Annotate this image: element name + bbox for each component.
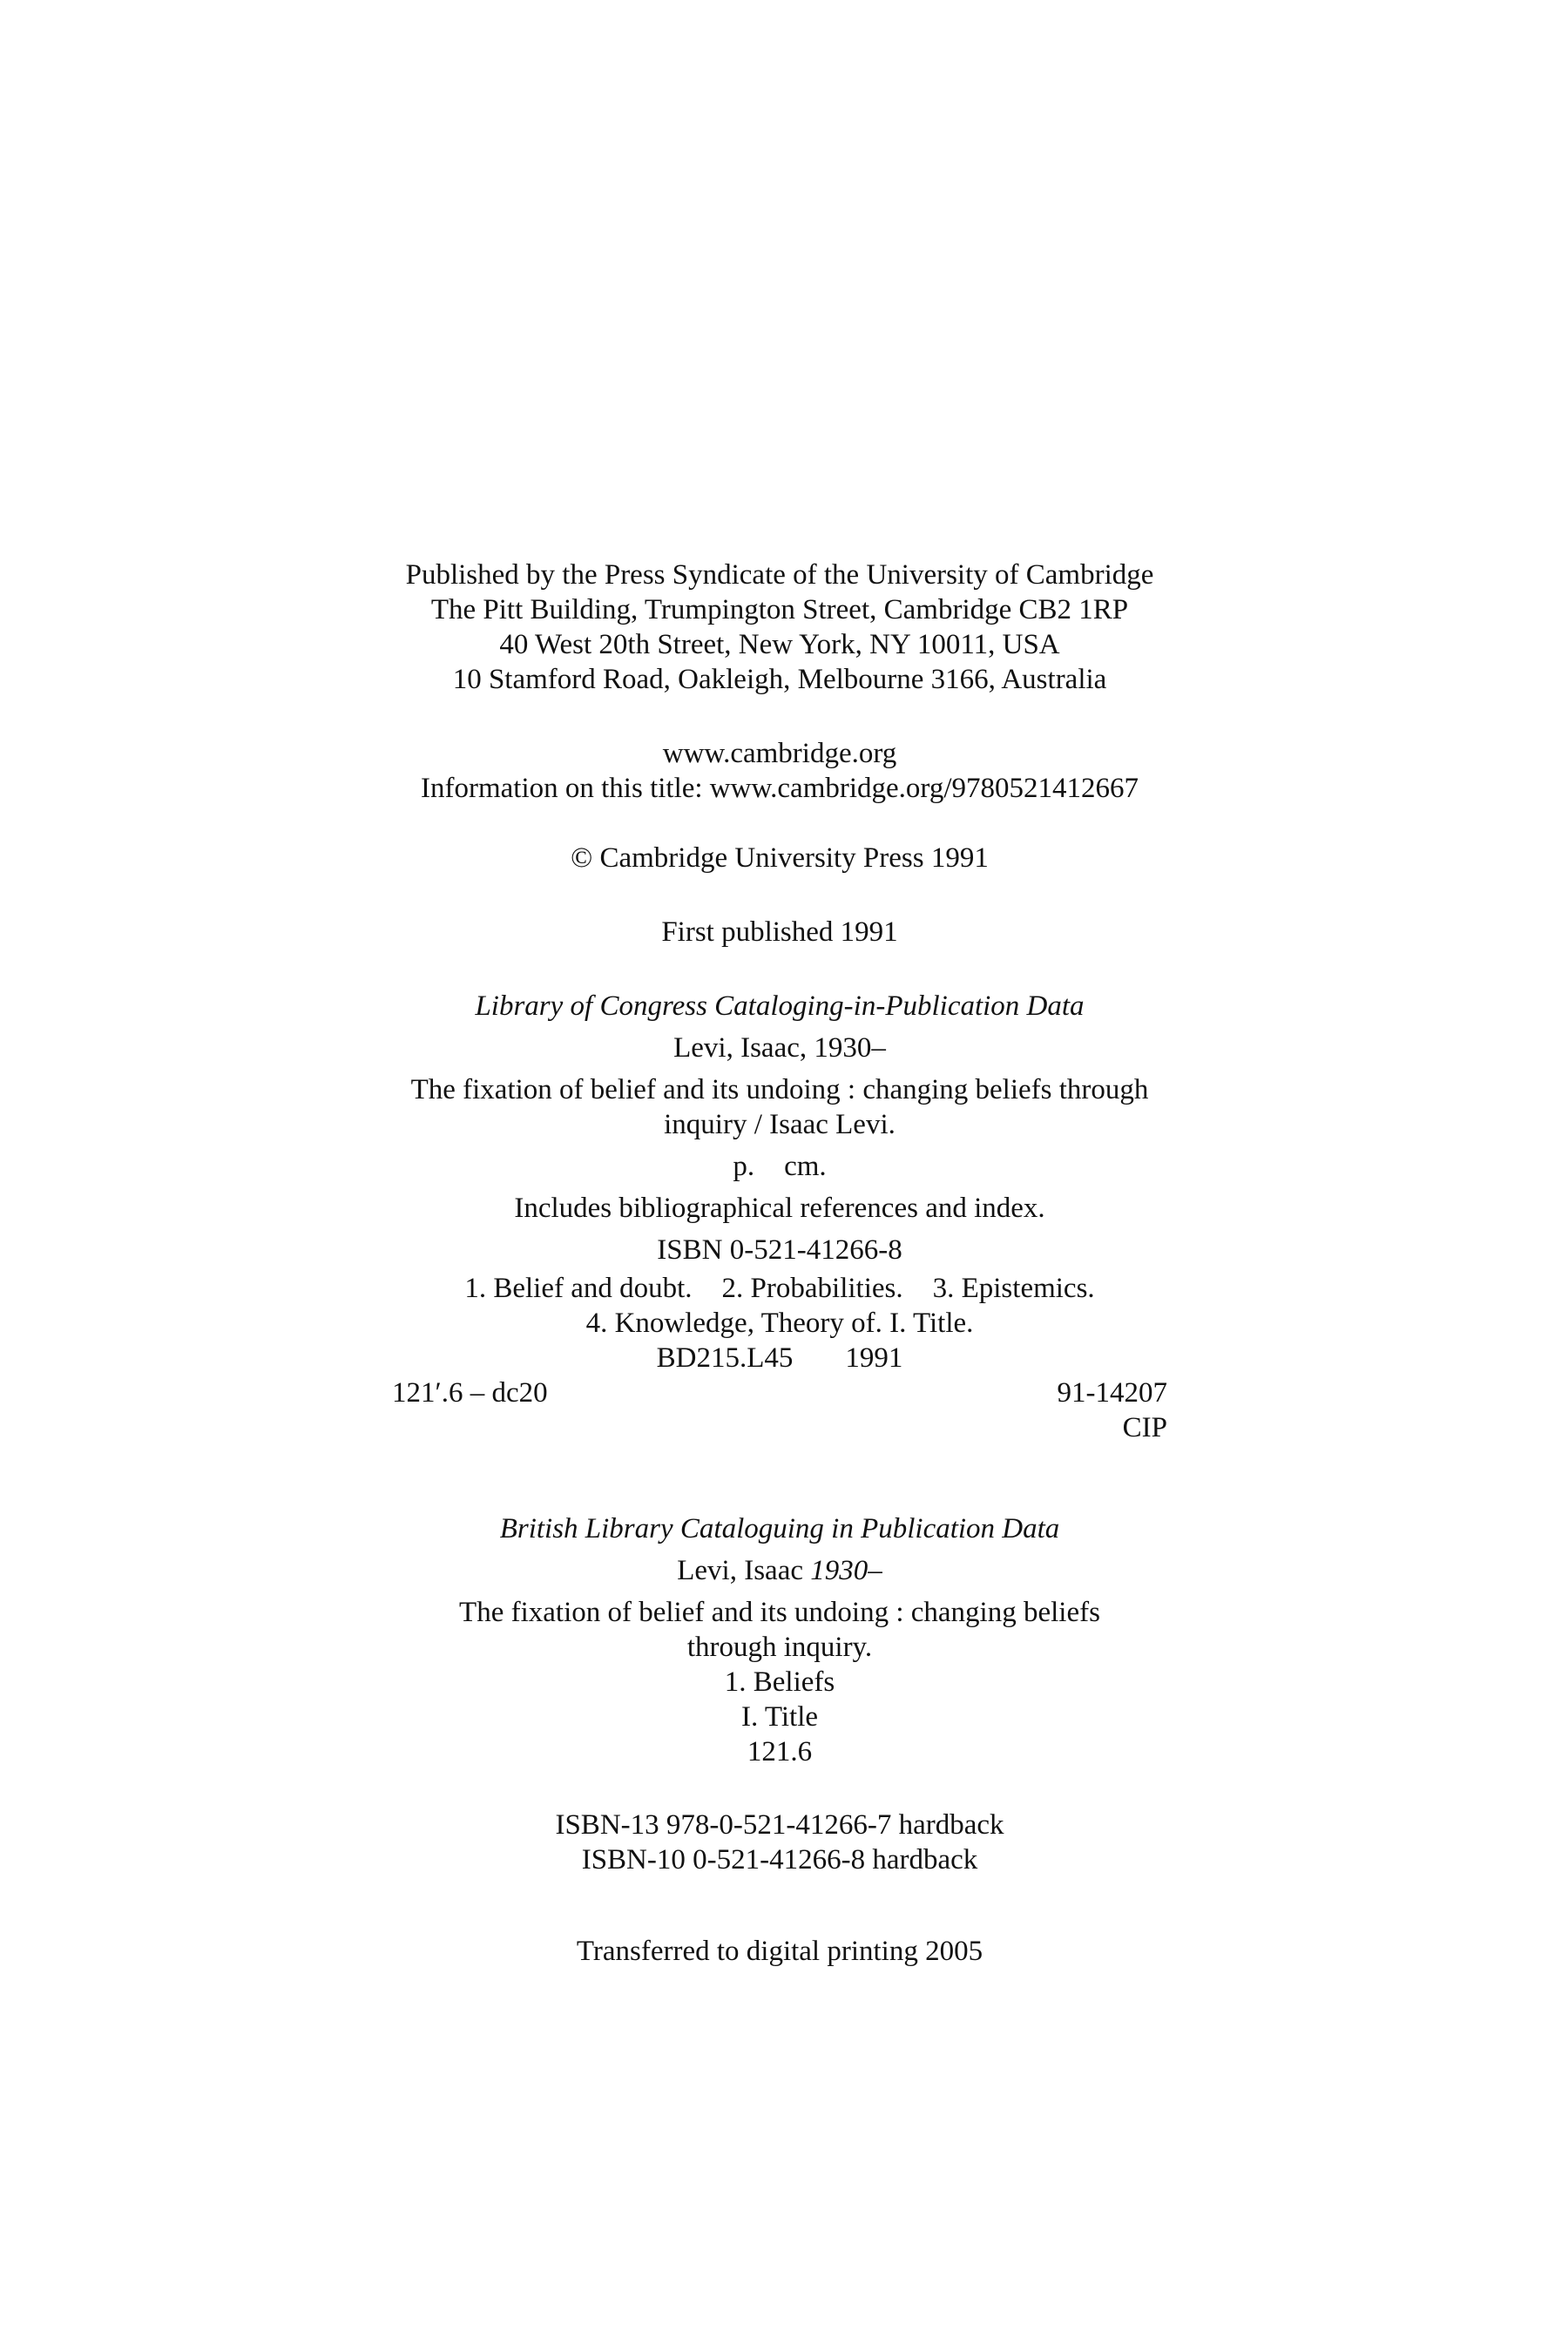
bl-author-years: 1930– bbox=[810, 1555, 882, 1586]
loc-lccn: 91-14207 bbox=[1057, 1377, 1167, 1409]
bl-classification: 121.6 bbox=[747, 1736, 813, 1767]
loc-subject-2: 2. Probabilities. bbox=[721, 1273, 903, 1304]
isbn-10: ISBN-10 0-521-41266-8 hardback bbox=[581, 1844, 978, 1876]
loc-cm: cm. bbox=[784, 1151, 827, 1182]
loc-subjects-line-1 bbox=[392, 1271, 1167, 1306]
bl-heading: British Library Cataloguing in Publication Data bbox=[499, 1513, 1060, 1544]
bl-author-name: Levi, Isaac bbox=[677, 1555, 811, 1586]
loc-pages: p. bbox=[733, 1151, 755, 1182]
loc-call-number-line bbox=[392, 1341, 1167, 1375]
loc-includes: Includes bibliographical references and index. bbox=[514, 1193, 1045, 1224]
loc-subject-1: 1. Belief and doubt. bbox=[464, 1273, 693, 1304]
bl-author bbox=[392, 1553, 1167, 1588]
isbn-block bbox=[392, 1808, 1167, 1877]
loc-isbn: ISBN 0-521-41266-8 bbox=[657, 1234, 902, 1266]
loc-classification-row bbox=[392, 1375, 1167, 1445]
website-url: www.cambridge.org bbox=[662, 738, 897, 769]
loc-cip: CIP bbox=[1122, 1412, 1167, 1443]
bl-title-entry: I. Title bbox=[740, 1701, 819, 1733]
loc-dewey: 121′.6 – dc20 bbox=[392, 1377, 548, 1409]
web-block bbox=[392, 736, 1167, 806]
bl-title-line-2: through inquiry. bbox=[686, 1632, 873, 1663]
loc-call-year: 1991 bbox=[845, 1342, 903, 1374]
loc-heading: Library of Congress Cataloging-in-Publication Data bbox=[475, 990, 1085, 1022]
publisher-line-2: The Pitt Building, Trumpington Street, Cambridge CB2 1RP bbox=[430, 594, 1129, 625]
isbn-13: ISBN-13 978-0-521-41266-7 hardback bbox=[555, 1809, 1004, 1841]
publisher-line-1: Published by the Press Syndicate of the University of Cambridge bbox=[405, 559, 1154, 591]
title-info-url: Information on this title: www.cambridge.org/9780521412667 bbox=[421, 773, 1139, 804]
bl-subject: 1. Beliefs bbox=[724, 1666, 835, 1698]
loc-title-line-1: The fixation of belief and its undoing : changing beliefs through bbox=[410, 1074, 1149, 1105]
loc-author: Levi, Isaac, 1930– bbox=[673, 1032, 886, 1064]
publisher-line-4: 10 Stamford Road, Oakleigh, Melbourne 3166, Australia bbox=[452, 664, 1107, 695]
copyright-line: © Cambridge University Press 1991 bbox=[571, 842, 989, 874]
first-published bbox=[392, 915, 1167, 950]
loc-call-number: BD215.L45 bbox=[656, 1342, 794, 1374]
loc-lccn-col bbox=[1058, 1375, 1168, 1445]
first-published-line: First published 1991 bbox=[661, 916, 898, 948]
publisher-block bbox=[392, 558, 1167, 697]
loc-physical bbox=[392, 1149, 1167, 1184]
copyright-notice bbox=[392, 841, 1167, 875]
loc-cip-block bbox=[392, 989, 1167, 1445]
publisher-line-3: 40 West 20th Street, New York, NY 10011, USA bbox=[499, 629, 1060, 660]
loc-subjects-line-2: 4. Knowledge, Theory of. I. Title. bbox=[585, 1308, 974, 1339]
loc-title-line-2: inquiry / Isaac Levi. bbox=[664, 1109, 896, 1140]
loc-subject-3: 3. Epistemics. bbox=[932, 1273, 1095, 1304]
digital-printing-note bbox=[392, 1934, 1167, 1969]
loc-dewey-col bbox=[392, 1375, 548, 1410]
bl-cip-block bbox=[392, 1511, 1167, 1769]
bl-title-line-1: The fixation of belief and its undoing : changing beliefs bbox=[459, 1597, 1100, 1628]
transfer-line: Transferred to digital printing 2005 bbox=[576, 1936, 983, 1967]
